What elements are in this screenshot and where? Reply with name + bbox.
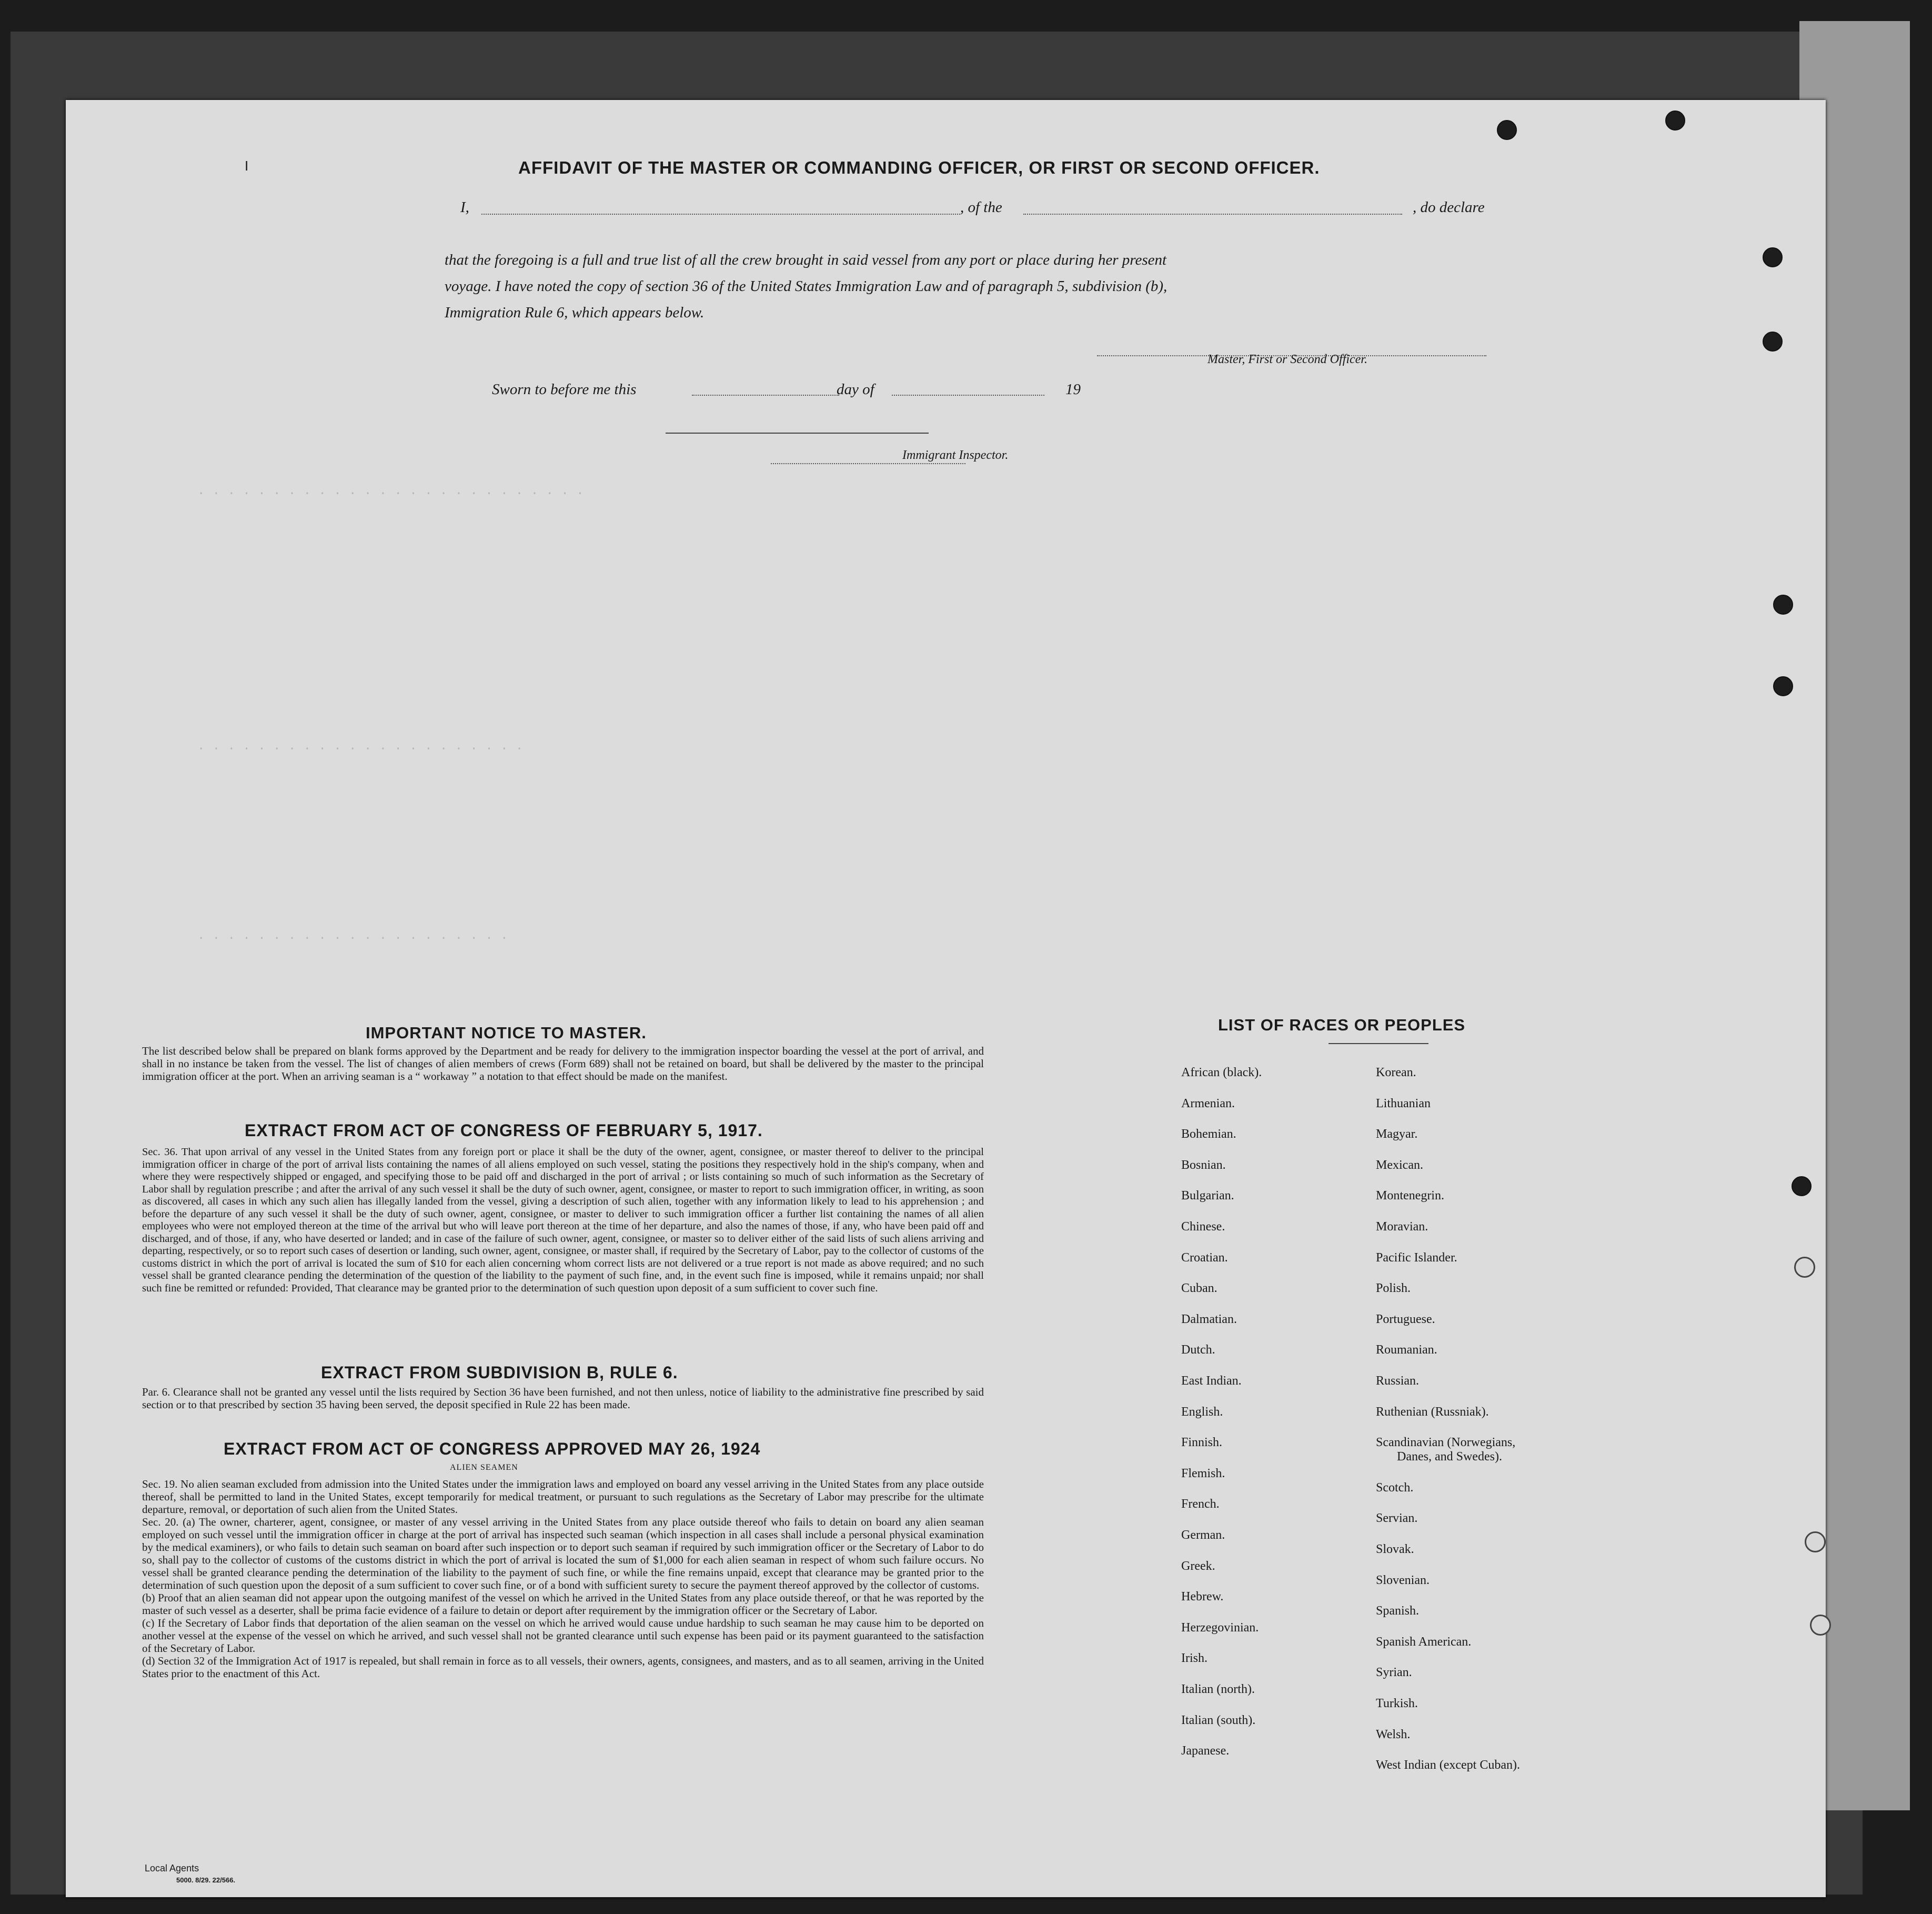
footer-agents: Local Agents bbox=[145, 1863, 199, 1873]
bleed-through: · · · · · · · · · · · · · · · · · · · · · bbox=[197, 931, 508, 946]
race-item: Japanese. bbox=[1181, 1744, 1230, 1758]
race-item: Danes, and Swedes). bbox=[1397, 1450, 1502, 1464]
race-item: Korean. bbox=[1376, 1066, 1416, 1079]
inspector-blank bbox=[771, 463, 965, 464]
bleed-through: · · · · · · · · · · · · · · · · · · · · · · bbox=[197, 742, 524, 756]
race-item: Hebrew. bbox=[1181, 1590, 1224, 1604]
bleed-through: · · · · · · · · · · · · · · · · · · · · · · · · · · bbox=[197, 487, 584, 501]
vessel-blank bbox=[1023, 214, 1402, 215]
affidavit-body-3: Immigration Rule 6, which appears below. bbox=[445, 304, 705, 321]
race-item: Roumanian. bbox=[1376, 1343, 1437, 1357]
race-item: Flemish. bbox=[1181, 1466, 1225, 1480]
inspector-label: Immigrant Inspector. bbox=[902, 448, 1009, 462]
race-item: German. bbox=[1181, 1528, 1225, 1542]
race-item: Pacific Islander. bbox=[1376, 1250, 1457, 1265]
rule-6-text: Par. 6. Clearance shall not be granted any vessel until the lists required by Section 36 have been furnished, and not then unless, notice of liability to the administrative fine prescribed by said section or to that prescribed by section 35 having been served, the deposit specified in Rule 22 has been made. bbox=[142, 1386, 984, 1411]
binder-hole bbox=[1794, 1257, 1815, 1278]
race-item: Lithuanian bbox=[1376, 1096, 1431, 1110]
notice-text: The list described below shall be prepared on blank forms approved by the Department and be ready for delivery to the immigration inspector boarding the vessel at the port of arrival, and shall in no instance be taken from the vessel. The list of changes of alien members of crews (Form 689) shall not be retained on board, but shall be delivered by the master to the principal immigration officer at the port. When an arriving seaman is a “ workaway ” a notation to that effect should be made on the manifest. bbox=[142, 1045, 984, 1083]
race-item: East Indian. bbox=[1181, 1374, 1242, 1388]
race-item: Portuguese. bbox=[1376, 1312, 1435, 1326]
race-item: English. bbox=[1181, 1405, 1223, 1419]
binder-hole bbox=[1763, 332, 1783, 352]
sec-20d-text: (d) Section 32 of the Immigration Act of 1917 is repealed, but shall remain in force as to all vessels, their owners, agents, consignees, and masters, and as to all seamen, arriving in the United States prior to the enactment of this Act. bbox=[142, 1655, 984, 1680]
affidavit-of-the: , of the bbox=[960, 199, 1002, 216]
race-item: Greek. bbox=[1181, 1559, 1215, 1573]
binder-hole bbox=[1773, 595, 1793, 615]
race-item: Chinese. bbox=[1181, 1220, 1225, 1234]
inspector-signature-line bbox=[666, 433, 929, 434]
race-item: Croatian. bbox=[1181, 1250, 1228, 1265]
binder-hole bbox=[1810, 1615, 1831, 1636]
binder-hole bbox=[1665, 111, 1685, 131]
race-item: Turkish. bbox=[1376, 1697, 1418, 1710]
race-item: Italian (south). bbox=[1181, 1713, 1256, 1727]
race-item: Slovenian. bbox=[1376, 1573, 1430, 1587]
race-item: Bosnian. bbox=[1181, 1158, 1226, 1172]
race-item: Servian. bbox=[1376, 1511, 1418, 1526]
race-item: Armenian. bbox=[1181, 1096, 1235, 1110]
race-item: French. bbox=[1181, 1497, 1220, 1511]
race-item: Spanish. bbox=[1376, 1604, 1420, 1618]
footer-print-code: 5000. 8/29. 22/566. bbox=[176, 1876, 236, 1884]
race-item: Cuban. bbox=[1181, 1281, 1217, 1296]
race-item: Bulgarian. bbox=[1181, 1189, 1234, 1203]
sec-20a-text: Sec. 20. (a) The owner, charterer, agent, consignee, or master of any vessel arriving in the United States from any place outside thereof who fails to detain on board any alien seaman employed on such vessel until the immigration officer in charge at the port of arrival has inspected such seaman (which inspection in all cases shall include a personal physical examination by the medical examiners), or who fails to detain such seaman on board after such inspection or to deport such seaman if required by such immigration officer or the Secretary of Labor to do so, shall pay to the collector of customs of the customs district in which the port of arrival is located the sum of $1,000 for each alien seaman in respect of whom such failure occurs. No vessel shall be granted clearance pending the determination of the liability to the payment of such fine, or while the fine remains unpaid, except that clearance may be granted prior to the determination of such question upon the deposit of a sum sufficient to cover such fine, or of a bond with sufficient surety to secure the payment thereof approved by the collector of customs. bbox=[142, 1516, 984, 1591]
page-title: AFFIDAVIT OF THE MASTER OR COMMANDING OFFICER, OR FIRST OR SECOND OFFICER. bbox=[518, 158, 1320, 177]
races-heading: LIST OF RACES OR PEOPLES bbox=[1218, 1016, 1466, 1034]
extract-1924-heading: EXTRACT FROM ACT OF CONGRESS APPROVED MAY 26, 1924 bbox=[224, 1439, 761, 1458]
race-item: Russian. bbox=[1376, 1374, 1420, 1388]
race-item: Polish. bbox=[1376, 1281, 1411, 1296]
race-item: African (black). bbox=[1181, 1066, 1262, 1079]
race-item: Magyar. bbox=[1376, 1127, 1418, 1141]
affidavit-declare: , do declare bbox=[1413, 199, 1485, 216]
race-item: Scotch. bbox=[1376, 1480, 1414, 1495]
affidavit-body-1: that the foregoing is a full and true list of all the crew brought in said vessel from any port or place during her present bbox=[445, 252, 1167, 268]
affidavit-body-2: voyage. I have noted the copy of section 36 of the United States Immigration Law and of paragraph 5, subdivision (b), bbox=[445, 278, 1168, 295]
race-item: Bohemian. bbox=[1181, 1127, 1236, 1141]
race-item: Ruthenian (Russniak). bbox=[1376, 1405, 1489, 1419]
binder-hole bbox=[1763, 247, 1783, 267]
notice-heading: IMPORTANT NOTICE TO MASTER. bbox=[366, 1024, 647, 1042]
day-blank bbox=[692, 395, 839, 396]
race-item: West Indian (except Cuban). bbox=[1376, 1758, 1520, 1772]
race-item: Mexican. bbox=[1376, 1158, 1423, 1172]
race-item: Syrian. bbox=[1376, 1666, 1412, 1680]
race-item: Welsh. bbox=[1376, 1727, 1411, 1741]
sec-20b-text: (b) Proof that an alien seaman did not appear upon the outgoing manifest of the vessel on which he arrived in the United States from any place outside thereof, or that he was reported by the master of such vessel as a deserter, shall be prima facie evidence of a failure to detain or deport after requirement by the immigration officer or the Secretary of Labor. bbox=[142, 1591, 984, 1617]
race-item: Finnish. bbox=[1181, 1436, 1223, 1450]
race-item: Irish. bbox=[1181, 1651, 1208, 1666]
race-item: Dalmatian. bbox=[1181, 1312, 1237, 1326]
binder-hole bbox=[1805, 1531, 1826, 1552]
race-item: Moravian. bbox=[1376, 1220, 1428, 1234]
signature-label: Master, First or Second Officer. bbox=[1208, 353, 1367, 366]
extract-1924-body bbox=[142, 1478, 984, 1680]
day-of-label: day of bbox=[837, 381, 874, 398]
binder-hole bbox=[1773, 676, 1793, 696]
affidavit-i: I, bbox=[460, 199, 469, 216]
document-page bbox=[66, 100, 1826, 1897]
race-item: Dutch. bbox=[1181, 1343, 1215, 1357]
sworn-label: Sworn to before me this bbox=[492, 381, 637, 398]
race-item: Montenegrin. bbox=[1376, 1189, 1444, 1203]
sec-19-text: Sec. 19. No alien seaman excluded from admission into the United States under the immigration laws and employed on board any vessel arriving in the United States from any place outside thereof, shall be permitted to land in the United States, except temporarily for medical treatment, or pursuant to such regulations as the Secretary of Labor may prescribe for the ultimate departure, removal, or deportation of such alien from the United States. bbox=[142, 1478, 984, 1516]
binder-hole bbox=[1792, 1176, 1812, 1196]
extract-1924-subheading: ALIEN SEAMEN bbox=[450, 1463, 518, 1472]
sec-20c-text: (c) If the Secretary of Labor finds that deportation of the alien seaman on the vessel on which he arrived would cause undue hardship to such seaman he may cause him to be deported on another vessel at the expense of the vessel on which he arrived, and such vessel shall not be granted clearance until such expense has been paid or its payment guaranteed to the satisfaction of the Secretary of Labor. bbox=[142, 1617, 984, 1655]
month-blank bbox=[892, 395, 1044, 396]
rule-6-heading: EXTRACT FROM SUBDIVISION B, RULE 6. bbox=[321, 1363, 678, 1382]
corner-mark: I bbox=[245, 158, 249, 174]
race-item: Italian (north). bbox=[1181, 1682, 1255, 1696]
extract-1917-heading: EXTRACT FROM ACT OF CONGRESS OF FEBRUARY 5, 1917. bbox=[245, 1121, 763, 1140]
race-item: Slovak. bbox=[1376, 1542, 1414, 1556]
name-blank bbox=[481, 214, 960, 215]
extract-1917-text: Sec. 36. That upon arrival of any vessel in the United States from any foreign port or place it shall be the duty of the owner, agent, consignee, or master thereof to deliver to the principal immigration officer in charge of the port of arrival lists containing the names of all aliens employed on such vessel, stating the positions they respectively hold in the ship's company, when and where they were respectively shipped or engaged, and specifying those to be paid off and discharged in the port of arrival ; or lists containing so much of such information as the Secretary of Labor shall by regulation prescribe ; and after the arrival of any such vessel it shall be the duty of such owner, agent, consignee, or master to report to such immigration officer, in writing, as soon as discovered, all cases in which any such alien has illegally landed from the vessel, giving a description of such alien, together with any information likely to lead to his apprehension ; and before the departure of any such vessel it shall be the duty of such owner, agent, consignee, or master to deliver to such immigration officer a further list containing the names of all alien employees who were not employed thereon at the time of the arrival but who will leave port thereon at the time of her departure, and also the names of those, if any, who have been paid off and discharged, and of those, if any, who have deserted or landed; and in case of the failure of such owner, agent, consignee, or master so to deliver either of the said lists of such aliens arriving and departing, respectively, or so to report such cases of desertion or landing, such owner, agent, consignee, or master shall, if required by the Secretary of Labor, pay to the collector of customs of the customs district in which the port of arrival is located the sum of $10 for each alien concerning whom correct lists are not delivered or a true report is not made as above required; and no such vessel shall be granted clearance pending the determination of the question of the liability to the payment of such fine, and, in the event such fine is imposed, while it remains unpaid; nor shall such fine be remitted or refunded: Provided, That clearance may be granted prior to the determination of such question upon deposit of a sum sufficient to cover such fine. bbox=[142, 1146, 984, 1294]
year-label: 19 bbox=[1065, 381, 1081, 398]
races-heading-underline bbox=[1329, 1043, 1428, 1044]
race-item: Herzegovinian. bbox=[1181, 1620, 1259, 1635]
race-item: Spanish American. bbox=[1376, 1635, 1472, 1649]
race-item: Scandinavian (Norwegians, bbox=[1376, 1436, 1516, 1450]
binder-hole bbox=[1497, 120, 1517, 140]
